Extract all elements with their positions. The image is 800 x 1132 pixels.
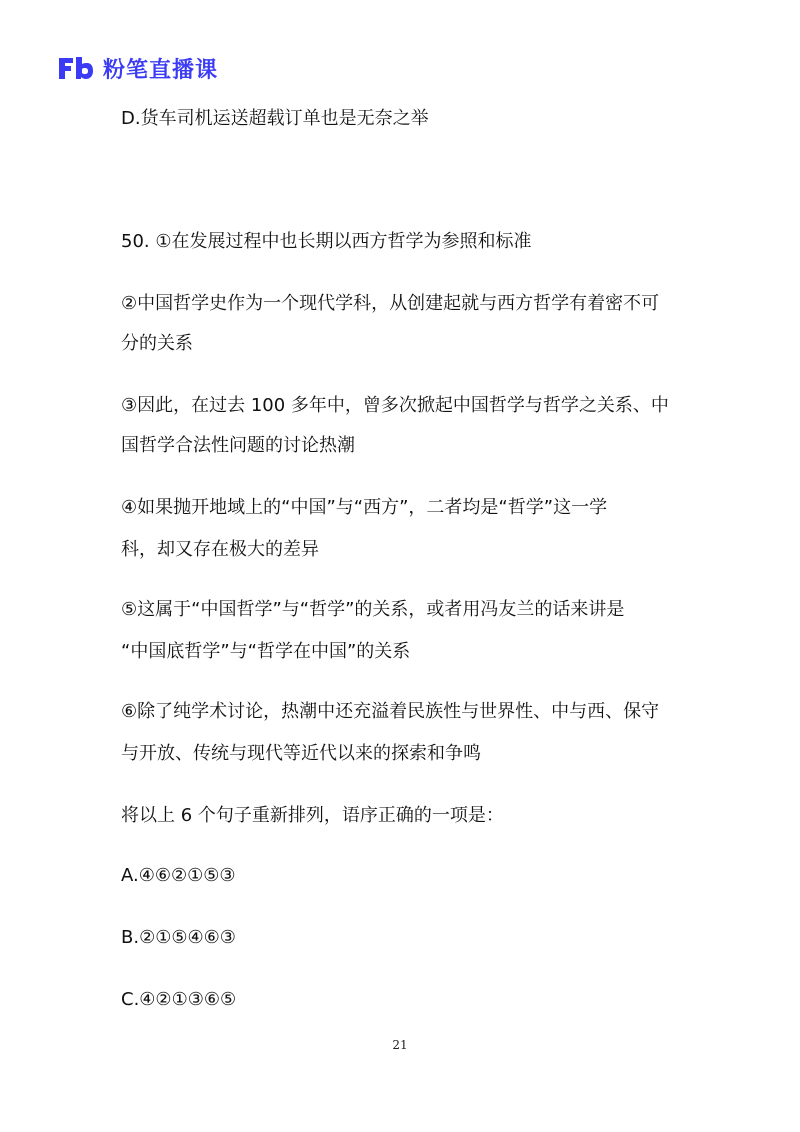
sentence-6-line-1: ⑥除了纯学术讨论，热潮中还充溢着民族性与世界性、中与西、保守	[121, 701, 660, 722]
option-c: C.④②①③⑥⑤	[121, 989, 237, 1010]
option-a: A.④⑥②①⑤③	[121, 865, 236, 886]
sentence-3-line-2: 国哲学合法性问题的讨论热潮	[121, 435, 355, 456]
sentence-2-line-2: 分的关系	[121, 333, 193, 354]
option-d-q49: D.货车司机运送超载订单也是无奈之举	[121, 108, 429, 129]
sentence-6-line-2: 与开放、传统与现代等近代以来的探索和争鸣	[121, 743, 481, 764]
sentence-4-line-2: 科，却又存在极大的差异	[121, 539, 319, 560]
brand-header	[57, 52, 218, 84]
sentence-3-line-1: ③因此，在过去 100 多年中，曾多次掀起中国哲学与哲学之关系、中	[121, 395, 669, 416]
fenbi-logo-icon	[57, 55, 95, 81]
question-prompt: 将以上 6 个句子重新排列，语序正确的一项是：	[121, 805, 504, 826]
sentence-2-line-1: ②中国哲学史作为一个现代学科，从创建起就与西方哲学有着密不可	[121, 293, 660, 314]
option-b: B.②①⑤④⑥③	[121, 927, 236, 948]
sentence-4-line-1: ④如果抛开地域上的“中国”与“西方”，二者均是“哲学”这一学	[121, 497, 608, 518]
sentence-5-line-2: “中国底哲学”与“哲学在中国”的关系	[121, 641, 411, 662]
sentence-1: 50. ①在发展过程中也长期以西方哲学为参照和标准	[121, 231, 532, 252]
sentence-5-line-1: ⑤这属于“中国哲学”与“哲学”的关系，或者用冯友兰的话来讲是	[121, 599, 625, 620]
brand-name: 粉笔直播课	[103, 57, 219, 83]
page-number: 21	[392, 1038, 408, 1052]
